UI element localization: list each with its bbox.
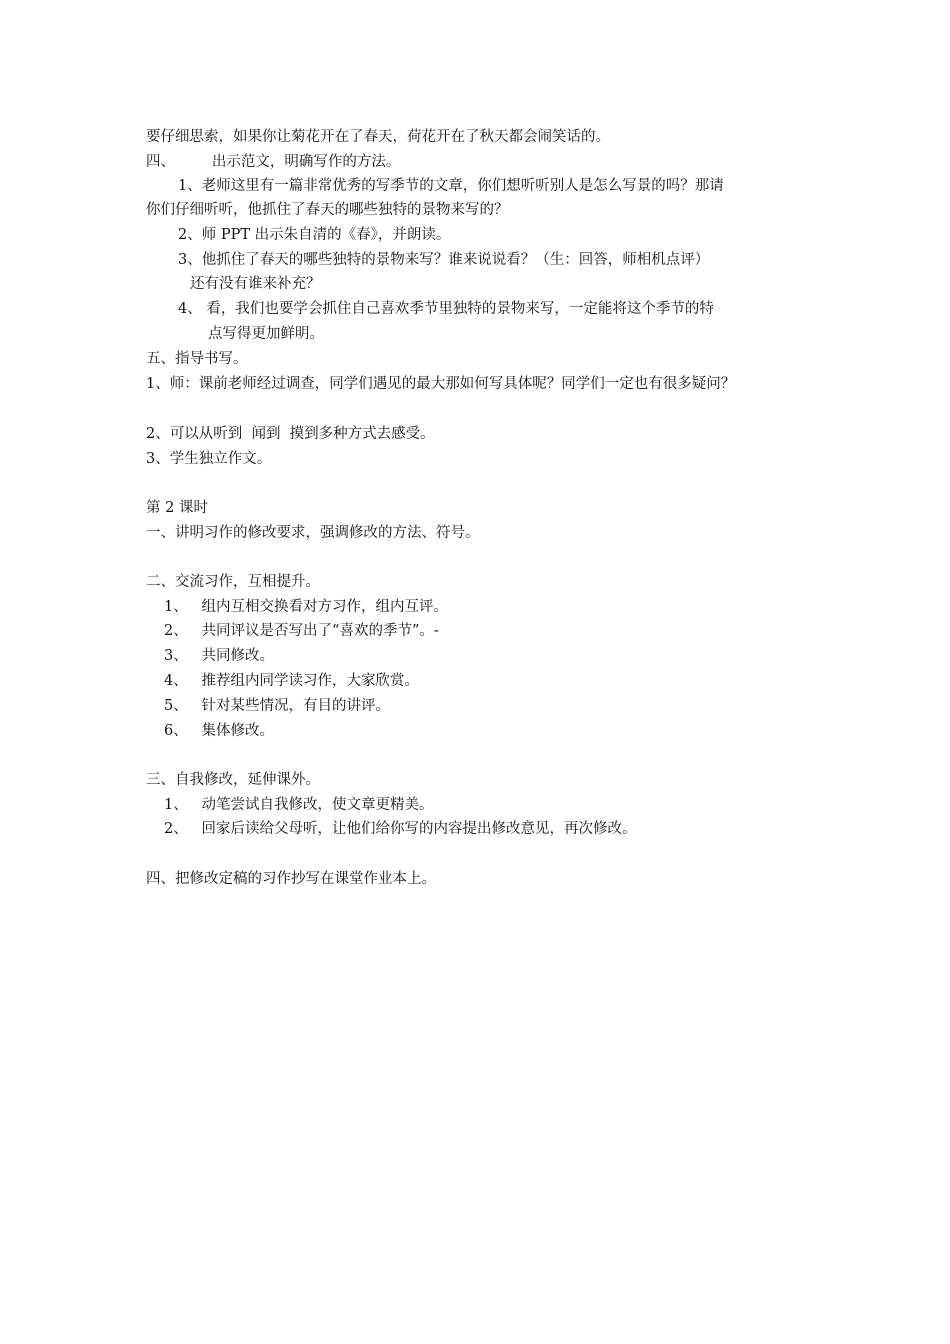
- text-line-3: 1、老师这里有一篇非常优秀的写季节的文章，你们想听听别人是怎么写景的吗？那请: [178, 178, 724, 194]
- section-heading-1: 一、讲明习作的修改要求，强调修改的方法、符号。: [146, 525, 480, 541]
- list-item-revise-1: 1、 动笔尝试自我修改，使文章更精美。: [164, 797, 434, 813]
- text-line-5: 2、师 PPT 出示朱自清的《春》，并朗读。: [178, 227, 451, 243]
- list-item-5: 5、 针对某些情况，有目的讲评。: [164, 698, 391, 714]
- lesson-heading-2: 第 2 课时: [146, 500, 208, 516]
- text-line-12: 2、可以从听到 闻到 摸到多种方式去感受。: [146, 426, 435, 442]
- text-line-11: 1、师：课前老师经过调查，同学们遇见的最大那如何写具体呢？同学们一定也有很多疑问？: [146, 376, 736, 392]
- list-item-3: 3、 共同修改。: [164, 648, 275, 664]
- text-line-7: 还有没有谁来补充？: [190, 276, 321, 292]
- list-item-6: 6、 集体修改。: [164, 723, 275, 739]
- text-line-8: 4、 看，我们也要学会抓住自己喜欢季节里独特的景物来写，一定能将这个季节的特: [178, 301, 714, 317]
- text-line-6: 3、他抓住了春天的哪些独特的景物来写？谁来说说看？（生：回答，师相机点评）: [178, 252, 710, 268]
- text-line-4: 你们仔细听听，他抓住了春天的哪些独特的景物来写的？: [146, 202, 509, 218]
- list-item-1: 1、 组内互相交换看对方习作，组内互评。: [164, 599, 449, 615]
- text-line-9: 点写得更加鲜明。: [208, 326, 324, 342]
- section-heading-4: 四、 出示范文，明确写作的方法。: [146, 154, 401, 170]
- section-heading-5: 五、指导书写。: [146, 351, 248, 367]
- list-item-4: 4、 推荐组内同学读习作，大家欣赏。: [164, 673, 420, 689]
- text-line-13: 3、学生独立作文。: [146, 451, 272, 467]
- list-item-2: 2、 共同评议是否写出了“喜欢的季节”。-: [164, 623, 439, 639]
- section-heading-3: 三、自我修改，延伸课外。: [146, 772, 320, 788]
- text-line-1: 要仔细思索，如果你让菊花开在了春天，荷花开在了秋天都会闹笑话的。: [146, 129, 610, 145]
- list-item-revise-2: 2、 回家后读给父母听，让他们给你写的内容提出修改意见，再次修改。: [164, 821, 637, 837]
- section-heading-4b: 四、把修改定稿的习作抄写在课堂作业本上。: [146, 871, 436, 887]
- section-heading-2: 二、交流习作，互相提升。: [146, 574, 320, 590]
